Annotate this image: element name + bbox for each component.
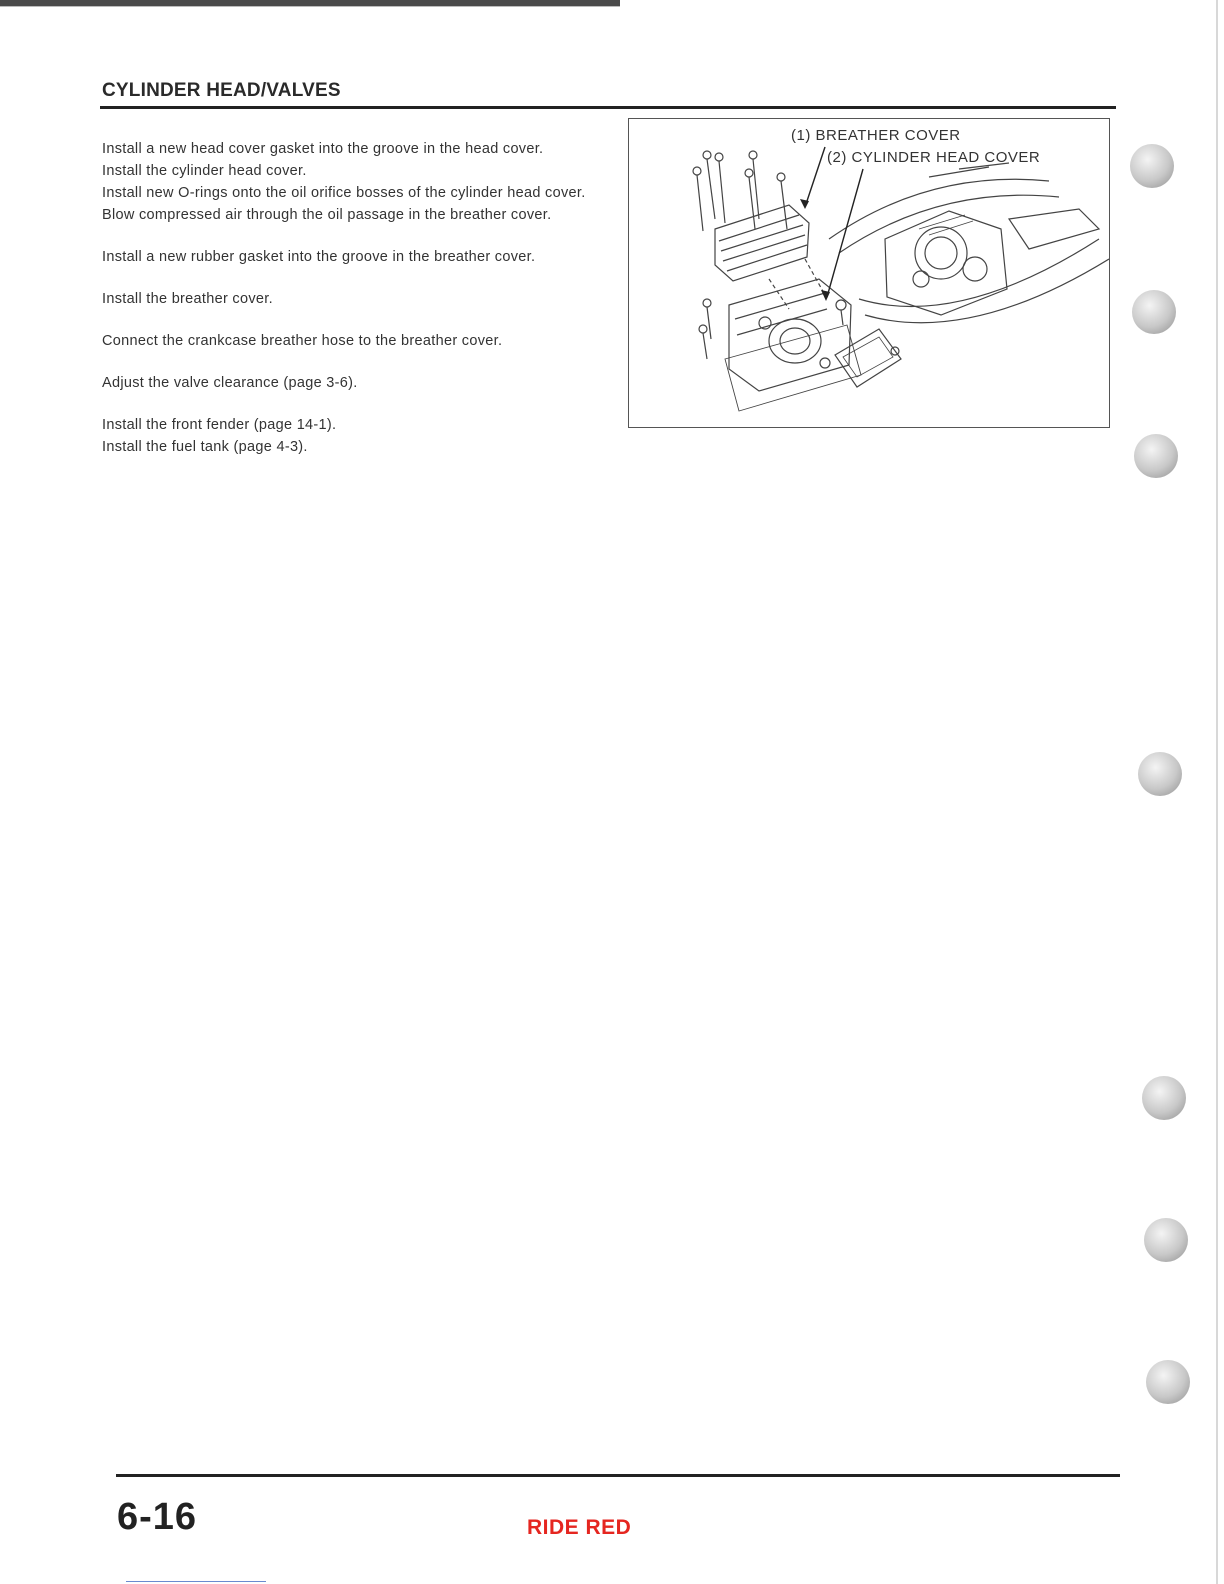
index-tab-hole [1146, 1360, 1190, 1404]
section-title: CYLINDER HEAD/VALVES [102, 80, 341, 101]
page-top-edge-shadow [0, 6, 620, 7]
step-text: Connect the crankcase breather hose to the breather cover. [102, 333, 503, 349]
bottom-edge-line [126, 1581, 266, 1582]
step-text: Install a new head cover gasket into the groove in the head cover. [102, 141, 544, 157]
index-tab-hole [1142, 1076, 1186, 1120]
step-text: Blow compressed air through the oil passage in the breather cover. [102, 207, 552, 223]
index-tab-hole [1134, 434, 1178, 478]
index-tab-hole [1138, 752, 1182, 796]
callout-breather-cover: (1) BREATHER COVER [791, 127, 961, 144]
index-tab-hole [1144, 1218, 1188, 1262]
footer-rule [116, 1474, 1120, 1477]
callout-cylinder-head-cover: (2) CYLINDER HEAD COVER [827, 149, 1041, 166]
step-text: Install the breather cover. [102, 291, 273, 307]
step-text: Install new O-rings onto the oil orifice bosses of the cylinder head cover. [102, 185, 586, 201]
page-right-edge [1216, 0, 1218, 1584]
brand-wordmark: RIDE RED [527, 1516, 632, 1539]
index-tab-hole [1130, 144, 1174, 188]
page-number: 6-16 [117, 1496, 198, 1538]
step-text: Install the fuel tank (page 4-3). [102, 439, 308, 455]
step-text: Install the front fender (page 14-1). [102, 417, 337, 433]
step-text: Adjust the valve clearance (page 3-6). [102, 375, 358, 391]
step-text: Install the cylinder head cover. [102, 163, 307, 179]
index-tab-hole [1132, 290, 1176, 334]
breather-cover-illustration [628, 118, 1110, 428]
procedure-steps [102, 138, 612, 458]
step-text: Install a new rubber gasket into the groove in the breather cover. [102, 249, 536, 265]
title-rule [100, 106, 1116, 109]
